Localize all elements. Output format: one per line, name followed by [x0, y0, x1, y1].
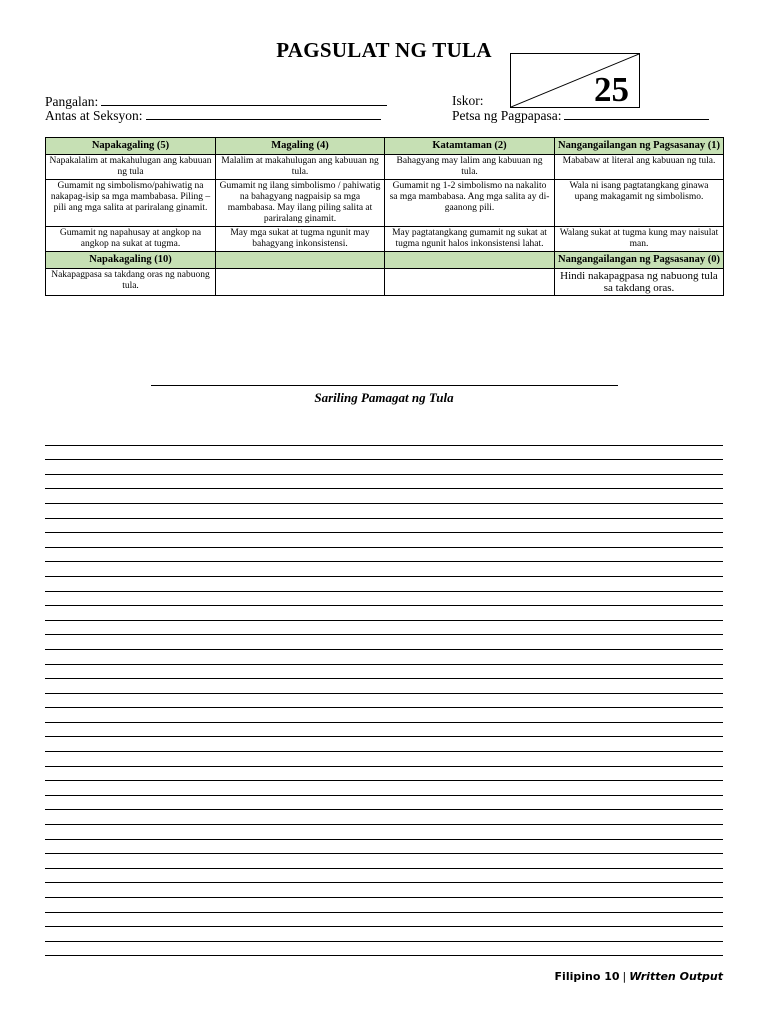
section-label: Antas at Seksyon:: [45, 108, 143, 123]
rubric-row: [46, 227, 724, 252]
writing-line[interactable]: [45, 694, 723, 709]
writing-line[interactable]: [45, 708, 723, 723]
writing-line[interactable]: [45, 942, 723, 957]
writing-line[interactable]: [45, 533, 723, 548]
rubric-table: [45, 137, 724, 296]
writing-line[interactable]: [45, 446, 723, 461]
writing-line[interactable]: [45, 665, 723, 680]
score-box: [510, 53, 640, 108]
writing-line[interactable]: [45, 460, 723, 475]
writing-line[interactable]: [45, 519, 723, 534]
writing-line[interactable]: [45, 621, 723, 636]
name-blank[interactable]: [101, 93, 387, 106]
writing-line[interactable]: [45, 810, 723, 825]
writing-line[interactable]: [45, 679, 723, 694]
writing-line[interactable]: [45, 737, 723, 752]
rubric-row: [46, 180, 724, 227]
writing-line[interactable]: [45, 562, 723, 577]
poem-title-line[interactable]: [151, 385, 618, 386]
writing-line[interactable]: [45, 796, 723, 811]
writing-line[interactable]: [45, 854, 723, 869]
rubric-header: Napakagaling (5): [46, 138, 216, 155]
writing-line[interactable]: [45, 577, 723, 592]
footer-separator: |: [622, 970, 627, 983]
writing-line[interactable]: [45, 767, 723, 782]
rubric-cell: Gumamit ng napahusay at angkop na angkop na sukat at tugma.: [46, 227, 216, 252]
rubric-header: Nangangailangan ng Pagsasanay (1): [555, 138, 724, 155]
footer-subject: Filipino 10: [554, 970, 620, 983]
section-field[interactable]: [45, 107, 381, 124]
name-label: Pangalan:: [45, 94, 99, 109]
rubric-row: [46, 155, 724, 180]
rubric-cell: Gumamit ng ilang simbolismo / pahiwatig na bahagyang nagpaisip sa mga mambabasa. May ilang piling salita at pariralang ginamit.: [216, 180, 385, 227]
rubric-cell: May mga sukat at tugma ngunit may bahagyang inkonsistensi.: [216, 227, 385, 252]
rubric-cell-empty: [216, 269, 385, 296]
writing-line[interactable]: [45, 898, 723, 913]
writing-line[interactable]: [45, 781, 723, 796]
rubric-cell-empty: [385, 269, 555, 296]
rubric-cell: Napakalalim at makahulugan ang kabuuan ng tula: [46, 155, 216, 180]
date-label: Petsa ng Pagpapasa:: [452, 108, 562, 123]
writing-line[interactable]: [45, 592, 723, 607]
writing-line[interactable]: [45, 752, 723, 767]
rubric-cell: May pagtatangkang gumamit ng sukat at tugma ngunit halos inkonsistensi lahat.: [385, 227, 555, 252]
writing-line[interactable]: [45, 548, 723, 563]
writing-line[interactable]: [45, 635, 723, 650]
writing-line[interactable]: [45, 606, 723, 621]
writing-line[interactable]: [45, 825, 723, 840]
writing-line[interactable]: [45, 913, 723, 928]
rubric-header: Nangangailangan ng Pagsasanay (0): [555, 252, 724, 269]
rubric-header: Magaling (4): [216, 138, 385, 155]
rubric-cell: Nakapagpasa sa takdang oras ng nabuong tula.: [46, 269, 216, 296]
rubric-cell: Wala ni isang pagtatangkang ginawa upang makagamit ng simbolismo.: [555, 180, 724, 227]
rubric-cell: Malalim at makahulugan ang kabuuan ng tula.: [216, 155, 385, 180]
writing-line[interactable]: [45, 475, 723, 490]
section-blank[interactable]: [146, 107, 381, 120]
writing-line[interactable]: [45, 504, 723, 519]
rubric-cell: Bahagyang may lalim ang kabuuan ng tula.: [385, 155, 555, 180]
date-blank[interactable]: [564, 107, 709, 120]
rubric-header: Katamtaman (2): [385, 138, 555, 155]
writing-line[interactable]: [45, 489, 723, 504]
rubric-row: [46, 269, 724, 296]
writing-line[interactable]: [45, 723, 723, 738]
writing-line[interactable]: [45, 840, 723, 855]
score-total: 25: [594, 70, 629, 109]
footer: [555, 970, 723, 983]
rubric-header-row: [46, 138, 724, 155]
rubric-cell: Mababaw at literal ang kabuuan ng tula.: [555, 155, 724, 180]
rubric-header: Napakagaling (10): [46, 252, 216, 269]
score-label: Iskor:: [452, 93, 484, 108]
writing-line[interactable]: [45, 869, 723, 884]
page-title: PAGSULAT NG TULA: [276, 38, 492, 62]
date-field[interactable]: [452, 107, 709, 124]
rubric-cell: Hindi nakapagpasa ng nabuong tula sa takdang oras.: [555, 269, 724, 296]
rubric-cell: Gumamit ng simbolismo/pahiwatig na nakapag-isip sa mga mambabasa. Piling – pili ang mga salita at pariralang ginamit.: [46, 180, 216, 227]
rubric-cell: Walang sukat at tugma kung may naisulat man.: [555, 227, 724, 252]
footer-label: Written Output: [629, 970, 723, 983]
writing-line[interactable]: [45, 431, 723, 446]
rubric-cell: Gumamit ng 1-2 simbolismo na nakalito sa mga mambabasa. Ang mga salita ay di-gaanong pili.: [385, 180, 555, 227]
rubric-header-empty: [216, 252, 385, 269]
rubric-header-row-2: [46, 252, 724, 269]
writing-line[interactable]: [45, 927, 723, 942]
writing-lines[interactable]: [45, 431, 723, 956]
writing-line[interactable]: [45, 650, 723, 665]
rubric-header-empty: [385, 252, 555, 269]
poem-title-label: Sariling Pamagat ng Tula: [314, 390, 454, 405]
writing-line[interactable]: [45, 883, 723, 898]
